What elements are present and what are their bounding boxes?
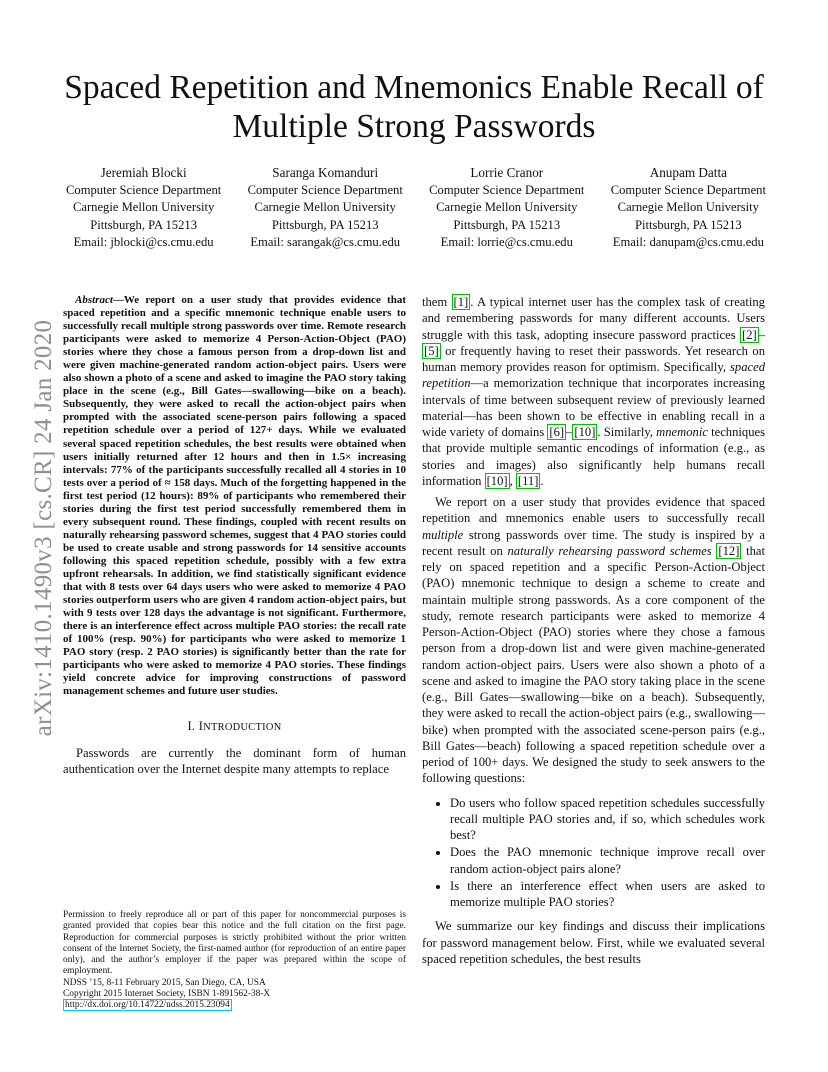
intro-paragraph-1: Passwords are currently the dominant form of human authentication over the Internet despite many attempts to replace (63, 745, 406, 776)
author-univ: Carnegie Mellon University (254, 200, 396, 215)
author-4 (611, 164, 766, 251)
arxiv-stamp: arXiv:1410.1490v3 [cs.CR] 24 Jan 2020 (30, 319, 57, 737)
author-city: Pittsburgh, PA 15213 (271, 217, 379, 232)
section-title-rest: NTRODUCTION (203, 722, 282, 734)
question-list (422, 795, 765, 911)
author-name: Lorrie Cranor (470, 165, 544, 180)
author-email: Email: jblocki@cs.cmu.edu (73, 234, 214, 249)
author-univ: Carnegie Mellon University (72, 200, 215, 215)
section-initial: I (198, 719, 204, 734)
citation-link[interactable]: [12] (718, 543, 740, 558)
author-1 (66, 164, 221, 251)
author-univ: Carnegie Mellon University (436, 200, 578, 215)
citation-link[interactable]: [1] (453, 295, 469, 309)
citation-link[interactable]: [11] (517, 473, 539, 488)
author-block (66, 164, 766, 251)
abstract (63, 294, 406, 698)
citation-link[interactable]: [10] (486, 473, 508, 488)
citation-link[interactable]: [2] (742, 327, 757, 342)
conference-info: NDSS ’15, 8-11 February 2015, San Diego, CA, USA (63, 977, 266, 988)
author-dept: Computer Science Department (429, 183, 585, 198)
permission-text: Permission to freely reproduce all or part of this paper for noncommercial purposes is granted provided that copies bear this notice and the full citation on the first page. Reproduction for commercial purposes is strictly prohibited without the prior written consent of the Internet Society, the first-named author (for reproduction of an entire paper only), and the author’s employer if the paper was prepared within the scope of employment. (63, 910, 406, 977)
title-line-1: Spaced Repetition and Mnemonics Enable Recall of (64, 69, 764, 106)
list-item: • Is there an interference effect when users are asked to memorize multiple PAO stories? (450, 878, 765, 911)
author-name: Saranga Komanduri (272, 165, 379, 180)
author-3 (429, 164, 584, 251)
list-item: • Do users who follow spaced repetition schedules successfully recall multiple PAO stories and, if so, which schedules work best? (450, 795, 765, 844)
section-heading-introduction (63, 718, 406, 736)
left-column (63, 294, 406, 777)
right-column (422, 294, 765, 967)
paper-title (0, 68, 828, 146)
author-city: Pittsburgh, PA 15213 (634, 217, 742, 232)
citation-link[interactable]: [5] (424, 343, 439, 358)
author-dept: Computer Science Department (247, 183, 403, 198)
author-email: Email: sarangak@cs.cmu.edu (250, 234, 401, 249)
paragraph-study: We report on a user study that provides evidence that spaced repetition and mnemonics enable users to successfully recall multiple strong passwords over time. The study is inspired by a recent result on naturally rehearsing password schemes [12] that rely on spaced repetition and a specific Person-Action-Object (PAO) mnemonic technique to design a scheme to create and maintain multiple strong passwords. As a core component of the study, remote research participants were asked to memorize 4 Person-Action-Object (PAO) stories where they chose a famous person from a drop-down list and were given machine-generated random action-object pairs. Users were also shown a photo of a scene and asked to imagine the PAO story taking place in the scene (e.g., Bill Gates—swallowing—bike on a beach). Subsequently, they were asked to recall the action-object pairs (e.g., swallowing—bike) when prompted with the associated scene-person pairs (e.g., Bill Gates—beach) following a spaced repetition schedule over a period of 100+ days. We designed the study to seek answers to the following questions: (422, 495, 765, 786)
permission-notice (63, 910, 406, 1012)
paragraph-continued: them [1] . A typical internet user has the complex task of creating and remembering passwords for many different accounts. Users struggle with this task, adopting insecure password practices [2] –[5] or frequently having to reset their passwords. Yet research on human memory provides reason for optimism. Specifically, spaced repetition—a memorization technique that incorporates increasing intervals of time between subsequent review of previously learned material—has been shown to be effective in enabling recall in a wide variety of domains [6] – [10] . Similarly, mnemonic techniques that provide multiple semantic encodings of information (e.g., as stories and images) also significantly help humans recall information [10] , [11] . (422, 295, 765, 488)
doi-link[interactable]: http://dx.doi.org/10.14722/ndss.2015.23094 (65, 1000, 230, 1011)
title-line-2: Multiple Strong Passwords (232, 108, 596, 145)
author-name: Anupam Datta (649, 165, 727, 180)
author-dept: Computer Science Department (66, 183, 222, 198)
author-2 (248, 164, 403, 251)
author-city: Pittsburgh, PA 15213 (90, 217, 197, 232)
author-univ: Carnegie Mellon University (617, 200, 759, 215)
abstract-text: —We report on a user study that provides evidence that spaced repetition and a specific mnemonic technique enable users to successfully recall multiple strong passwords over time. Remote research participants were asked to memorize 4 Person-Action-Object (PAO) stories where they chose a famous person from a drop-down list and were given machine-generated random action-object pairs. Users were also shown a photo of a scene and asked to imagine the PAO story taking place in the scene (e.g., Bill Gates—swallowing—bike on a beach). Subsequently, they were asked to recall the action-object pairs when prompted with the associated scene-person pairs following a spaced repetition schedule over a period of 127+ days. While we evaluated several spaced repetition schedules, the best results were obtained when users initially returned after 12 hours and then in 1.5× increasing intervals: 77% of the participants successfully recalled all 4 stories in 10 tests over a period of ≈ 158 days. Much of the forgetting happened in the first test period (12 hours): 89% of participants who remembered their stories during the first test period successfully remembered them in every subsequent round. These findings, coupled with recent results on naturally rehearsing password schemes, suggest that 4 PAO stories could be used to create usable and strong passwords for 14 sensitive accounts following this spaced repetition schedule, possibly with a few extra upfront rehearsals. In addition, we find statistically significant evidence that with 8 tests over 64 days users who were asked to memorize 4 PAO stories outperform users who are given 4 random action-object pairs, but with 9 tests over 128 days the advantage is not significant. Furthermore, there is an interference effect across multiple PAO stories: the recall rate of 100% (resp. 90%) for participants who were asked to memorize 1 PAO story (resp. 2 PAO stories) is significantly better than the rate for participants who were asked to memorize 4 PAO stories. These findings yield concrete advice for improving constructions of password management schemes and future user studies. (63, 294, 406, 698)
section-number: I. (187, 719, 199, 734)
citation-link[interactable]: [10] (574, 425, 596, 439)
author-email: Email: danupam@cs.cmu.edu (612, 234, 764, 249)
paragraph-summary: We summarize our key findings and discuss their implications for password management below. First, while we evaluated several spaced repetition schedules, the best results (422, 919, 765, 966)
author-city: Pittsburgh, PA 15213 (453, 217, 561, 232)
author-email: Email: lorrie@cs.cmu.edu (440, 234, 573, 249)
author-dept: Computer Science Department (610, 183, 766, 198)
citation-link[interactable]: [6] (549, 425, 565, 439)
author-name: Jeremiah Blocki (100, 165, 187, 180)
copyright-line: Copyright 2015 Internet Society, ISBN 1-891562-38-X (63, 989, 271, 1000)
list-item: • Does the PAO mnemonic technique improve recall over random action-object pairs alone? (450, 844, 765, 877)
abstract-lead: Abstract (75, 294, 113, 306)
